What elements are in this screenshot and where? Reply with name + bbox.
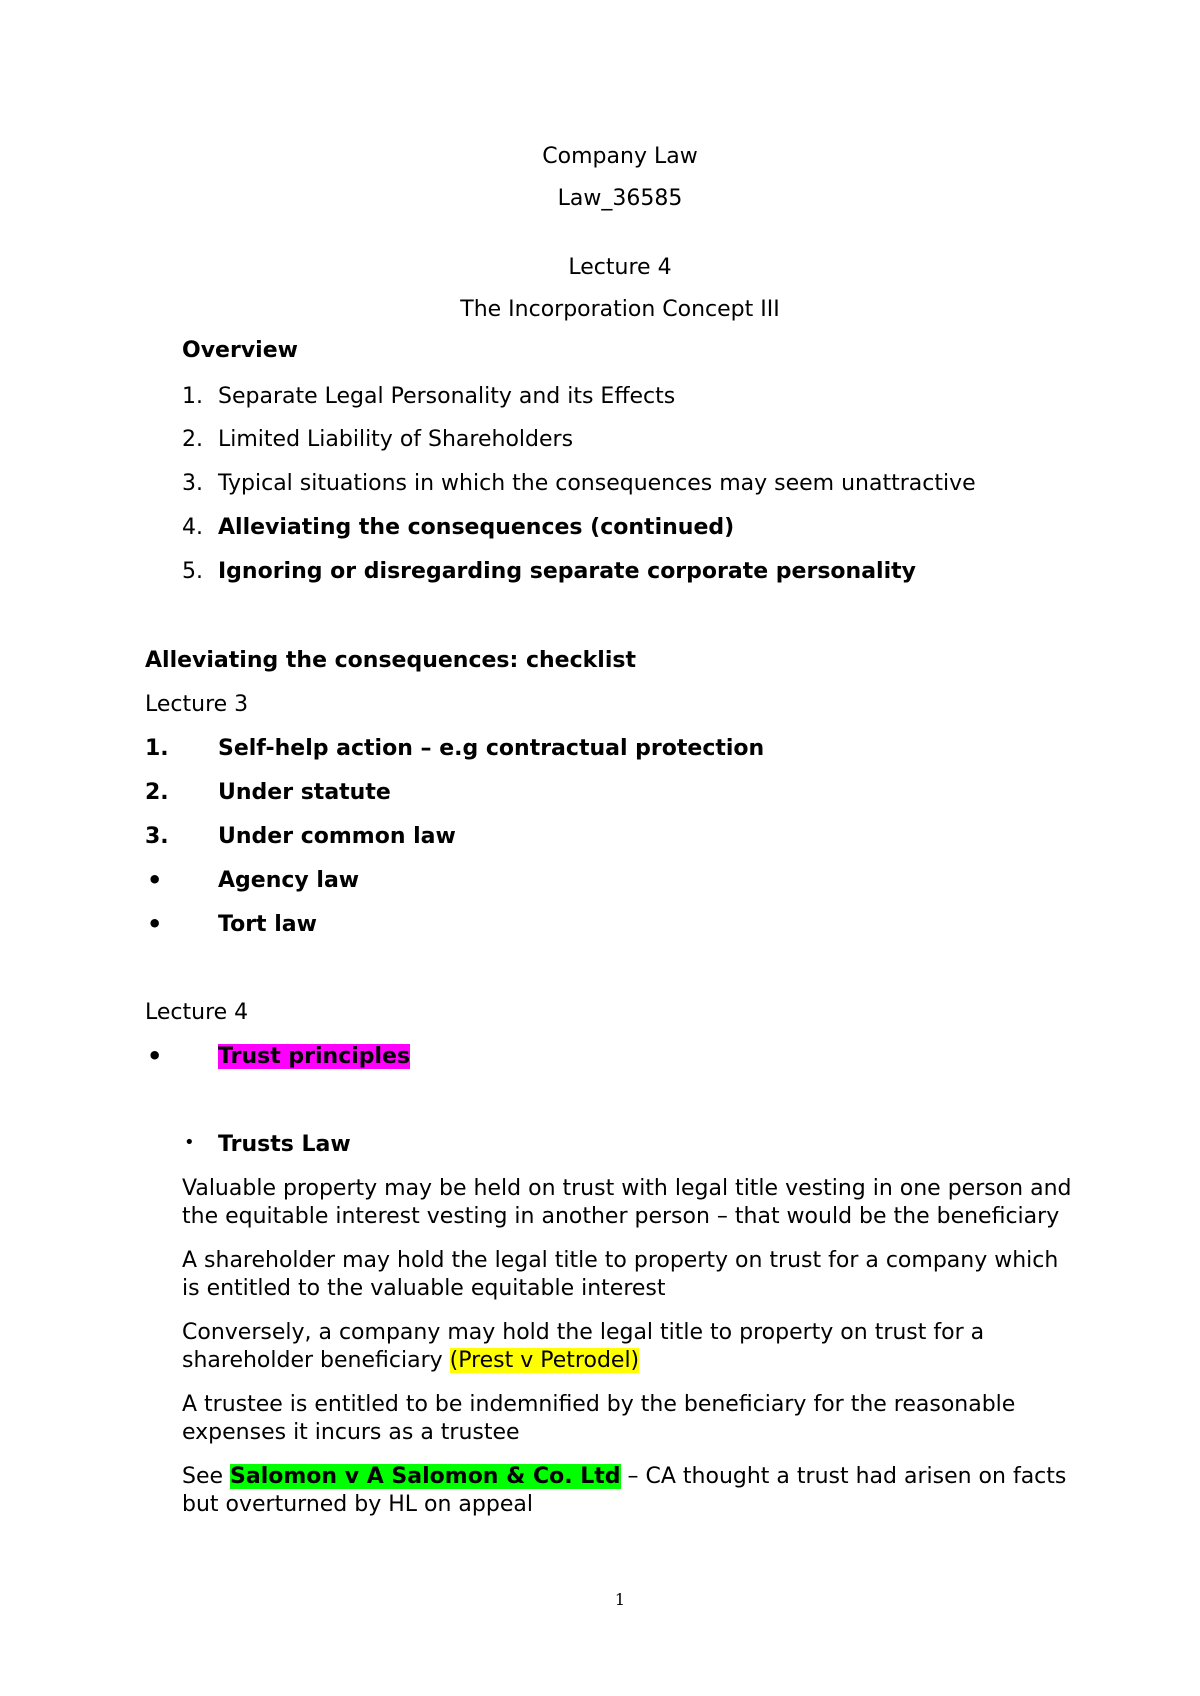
bullet-icon: • xyxy=(184,1132,195,1153)
list-number: 3. xyxy=(182,471,203,496)
paragraph xyxy=(182,1463,1082,1519)
paragraph-text: See xyxy=(182,1464,231,1489)
list-text: Separate Legal Personality and its Effects xyxy=(218,384,676,409)
list-text: Tort law xyxy=(218,912,317,937)
paragraph-text: – CA thought a trust had arisen on facts but overturned by HL on appeal xyxy=(182,1464,1067,1517)
checklist-heading: Alleviating the consequences: checklist xyxy=(145,648,636,673)
bullet-icon: • xyxy=(147,866,163,894)
course-code: Law_36585 xyxy=(557,186,683,211)
list-text: Alleviating the consequences (continued) xyxy=(218,515,735,540)
lecture-3-label: Lecture 3 xyxy=(145,692,249,717)
lecture-label: Lecture 4 xyxy=(568,255,672,280)
list-text: Agency law xyxy=(218,868,360,893)
list-number: 2. xyxy=(182,427,203,452)
document-title: Company Law xyxy=(542,144,698,169)
paragraph: A trustee is entitled to be indemnified by the beneficiary for the reasonable expenses it incurs as a trustee xyxy=(182,1392,1016,1445)
paragraph xyxy=(182,1319,1082,1375)
list-number: 4. xyxy=(182,515,203,540)
overview-heading: Overview xyxy=(182,338,298,363)
case-citation: (Prest v Petrodel) xyxy=(449,1348,640,1373)
page-number: 1 xyxy=(614,1590,626,1609)
list-number: 1. xyxy=(182,384,203,409)
bullet-icon: • xyxy=(147,910,163,938)
list-text: Under common law xyxy=(218,824,456,849)
list-marker: 1. xyxy=(145,736,169,761)
list-text: Typical situations in which the consequences may seem unattractive xyxy=(218,471,976,496)
list-marker: 2. xyxy=(145,780,169,805)
list-text: Under statute xyxy=(218,780,391,805)
list-number: 5. xyxy=(182,559,203,584)
paragraph-text: Conversely, a company may hold the legal title to property on trust for a shareholder beneficiary xyxy=(182,1320,985,1373)
case-citation: Salomon v A Salomon & Co. Ltd xyxy=(230,1464,621,1489)
trusts-law-heading: Trusts Law xyxy=(218,1132,351,1157)
paragraph: Valuable property may be held on trust with legal title vesting in one person and the equitable interest vesting in another person – that would be the beneficiary xyxy=(182,1176,1072,1229)
list-marker: 3. xyxy=(145,824,169,849)
trust-principles-label: Trust principles xyxy=(218,1044,411,1069)
list-text: Self-help action – e.g contractual protection xyxy=(218,736,765,761)
bullet-icon: • xyxy=(147,1042,163,1070)
list-text: Ignoring or disregarding separate corporate personality xyxy=(218,559,916,584)
list-text: Limited Liability of Shareholders xyxy=(218,427,574,452)
lecture-subtitle: The Incorporation Concept III xyxy=(460,297,780,322)
paragraph: A shareholder may hold the legal title to property on trust for a company which is entitled to the valuable equitable interest xyxy=(182,1248,1059,1301)
lecture-4-label: Lecture 4 xyxy=(145,1000,249,1025)
